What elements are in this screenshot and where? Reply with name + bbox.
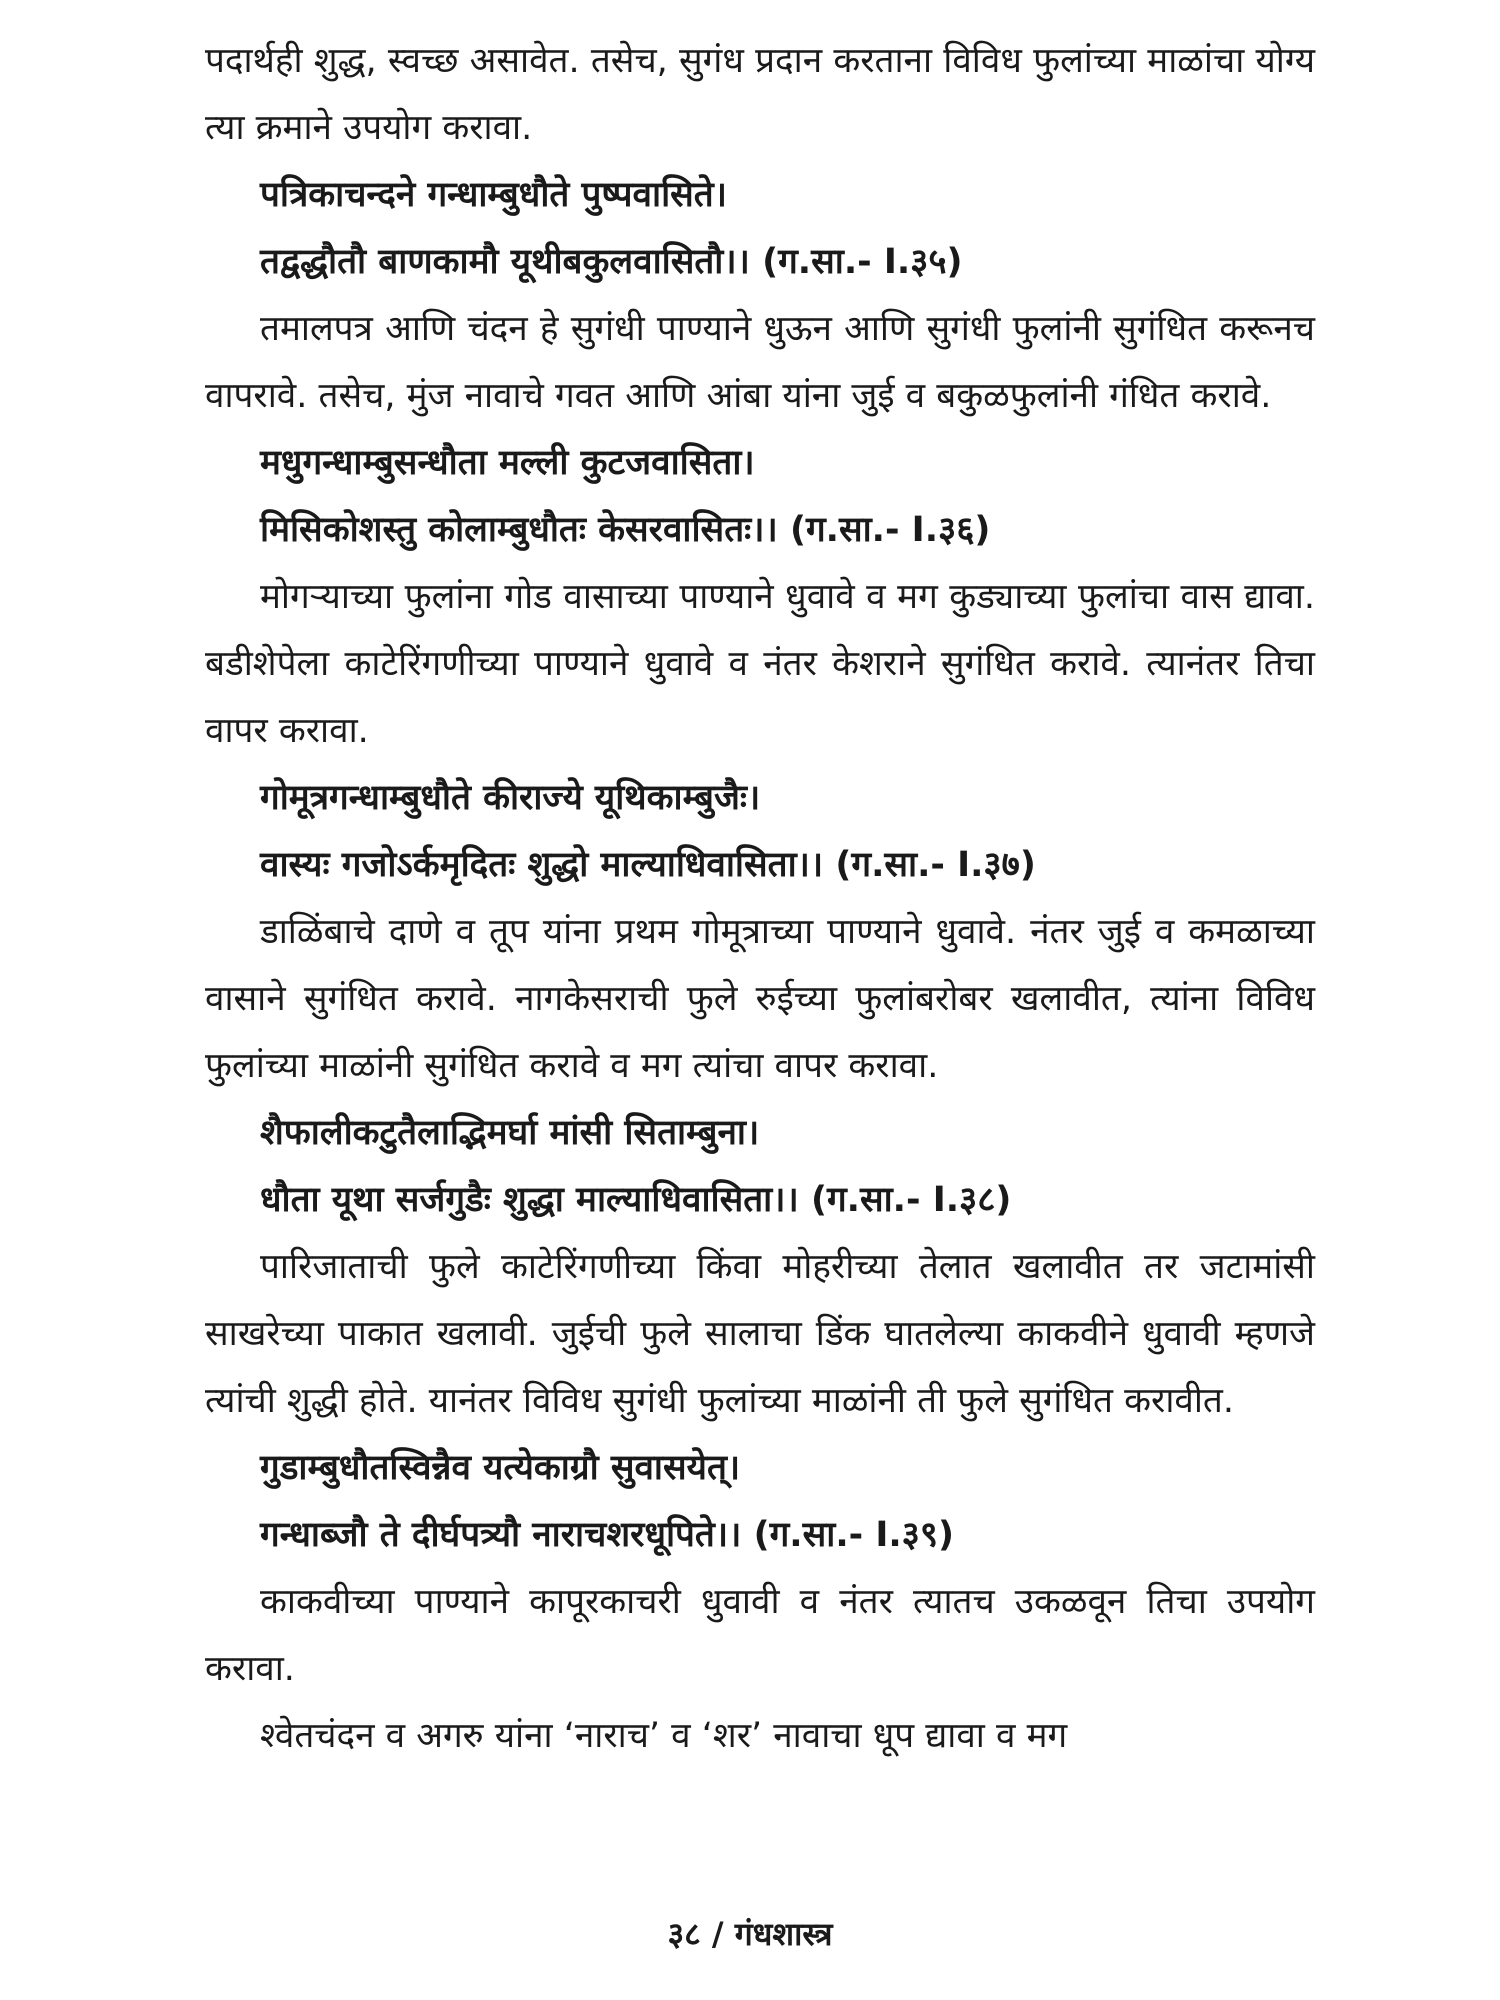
paragraph: श्वेतचंदन व अगरु यांना ‘नाराच’ व ‘शर’ नावाचा धूप द्यावा व मग (260, 1716, 1068, 1756)
verse-line: गुडाम्बुधौतस्विन्नैव यत्येकाग्रौ सुवासयेत्। (260, 1448, 741, 1488)
verse-line: मधुगन्धाम्बुसन्धौता मल्ली कुटजवासिता। (260, 443, 755, 483)
page-body (205, 28, 1315, 1770)
footer-separator: / (711, 1915, 724, 1953)
paragraph-continuation: पदार्थही शुद्ध, स्वच्छ असावेत. तसेच, सुगंध प्रदान करताना विविध फुलांच्या माळांचा योग्य त्या क्रमाने उपयोग करावा. (205, 41, 1315, 148)
paragraph: मोगऱ्याच्या फुलांना गोड वासाच्या पाण्याने धुवावे व मग कुड्याच्या फुलांचा वास द्यावा. बडीशेपेला काटेरिंगणीच्या पाण्याने धुवावे व नंतर केशराने सुगंधित करावे. त्यानंतर तिचा वापर करावा. (205, 577, 1315, 751)
verse-line: गन्धाब्जौ ते दीर्घपत्र्यौ नाराचशरधूपिते।। (ग.सा.- I.३९) (260, 1515, 955, 1555)
verse-line: शैफालीकटुतैलाद्भिमर्घा मांसी सिताम्बुना। (260, 1113, 760, 1153)
verse-line: गोमूत्रगन्धाम्बुधौते कीराज्ये यूथिकाम्बुजैः। (260, 778, 761, 818)
verse-line: पत्रिकाचन्दने गन्धाम्बुधौते पुष्पवासिते। (260, 175, 728, 215)
paragraph: तमालपत्र आणि चंदन हे सुगंधी पाण्याने धुऊन आणि सुगंधी फुलांनी सुगंधित करूनच वापरावे. तसेच, मुंज नावाचे गवत आणि आंबा यांना जुई व बकुळफुलांनी गंधित करावे. (205, 309, 1315, 416)
verse-line: वास्यः गजोऽर्कमृदितः शुद्धो माल्याधिवासिता।। (ग.सा.- I.३७) (260, 845, 1036, 885)
paragraph: काकवीच्या पाण्याने कापूरकाचरी धुवावी व नंतर त्यातच उकळवून तिचा उपयोग करावा. (205, 1582, 1315, 1689)
verse-line: धौता यूथा सर्जगुडैः शुद्धा माल्याधिवासिता।। (ग.सा.- I.३८) (260, 1180, 1012, 1220)
verse-line: मिसिकोशस्तु कोलाम्बुधौतः केसरवासितः।। (ग.सा.- I.३६) (260, 510, 991, 550)
paragraph: पारिजाताची फुले काटेरिंगणीच्या किंवा मोहरीच्या तेलात खलावीत तर जटामांसी साखरेच्या पाकात खलावी. जुईची फुले सालाचा डिंक घातलेल्या काकवीने धुवावी म्हणजे त्यांची शुद्धी होते. यानंतर विविध सुगंधी फुलांच्या माळांनी ती फुले सुगंधित करावीत. (205, 1247, 1315, 1421)
verse-line: तद्वद्धौतौ बाणकामौ यूथीबकुलवासितौ।। (ग.सा.- I.३५) (260, 242, 963, 282)
book-title: गंधशास्त्र (734, 1915, 833, 1953)
paragraph: डाळिंबाचे दाणे व तूप यांना प्रथम गोमूत्राच्या पाण्याने धुवावे. नंतर जुई व कमळाच्या वासाने सुगंधित करावे. नागकेसराची फुले रुईच्या फुलांबरोबर खलावीत, त्यांना विविध फुलांच्या माळांनी सुगंधित करावे व मग त्यांचा वापर करावा. (205, 912, 1315, 1086)
page-number: ३८ (667, 1915, 701, 1953)
page-footer (0, 1912, 1500, 1955)
